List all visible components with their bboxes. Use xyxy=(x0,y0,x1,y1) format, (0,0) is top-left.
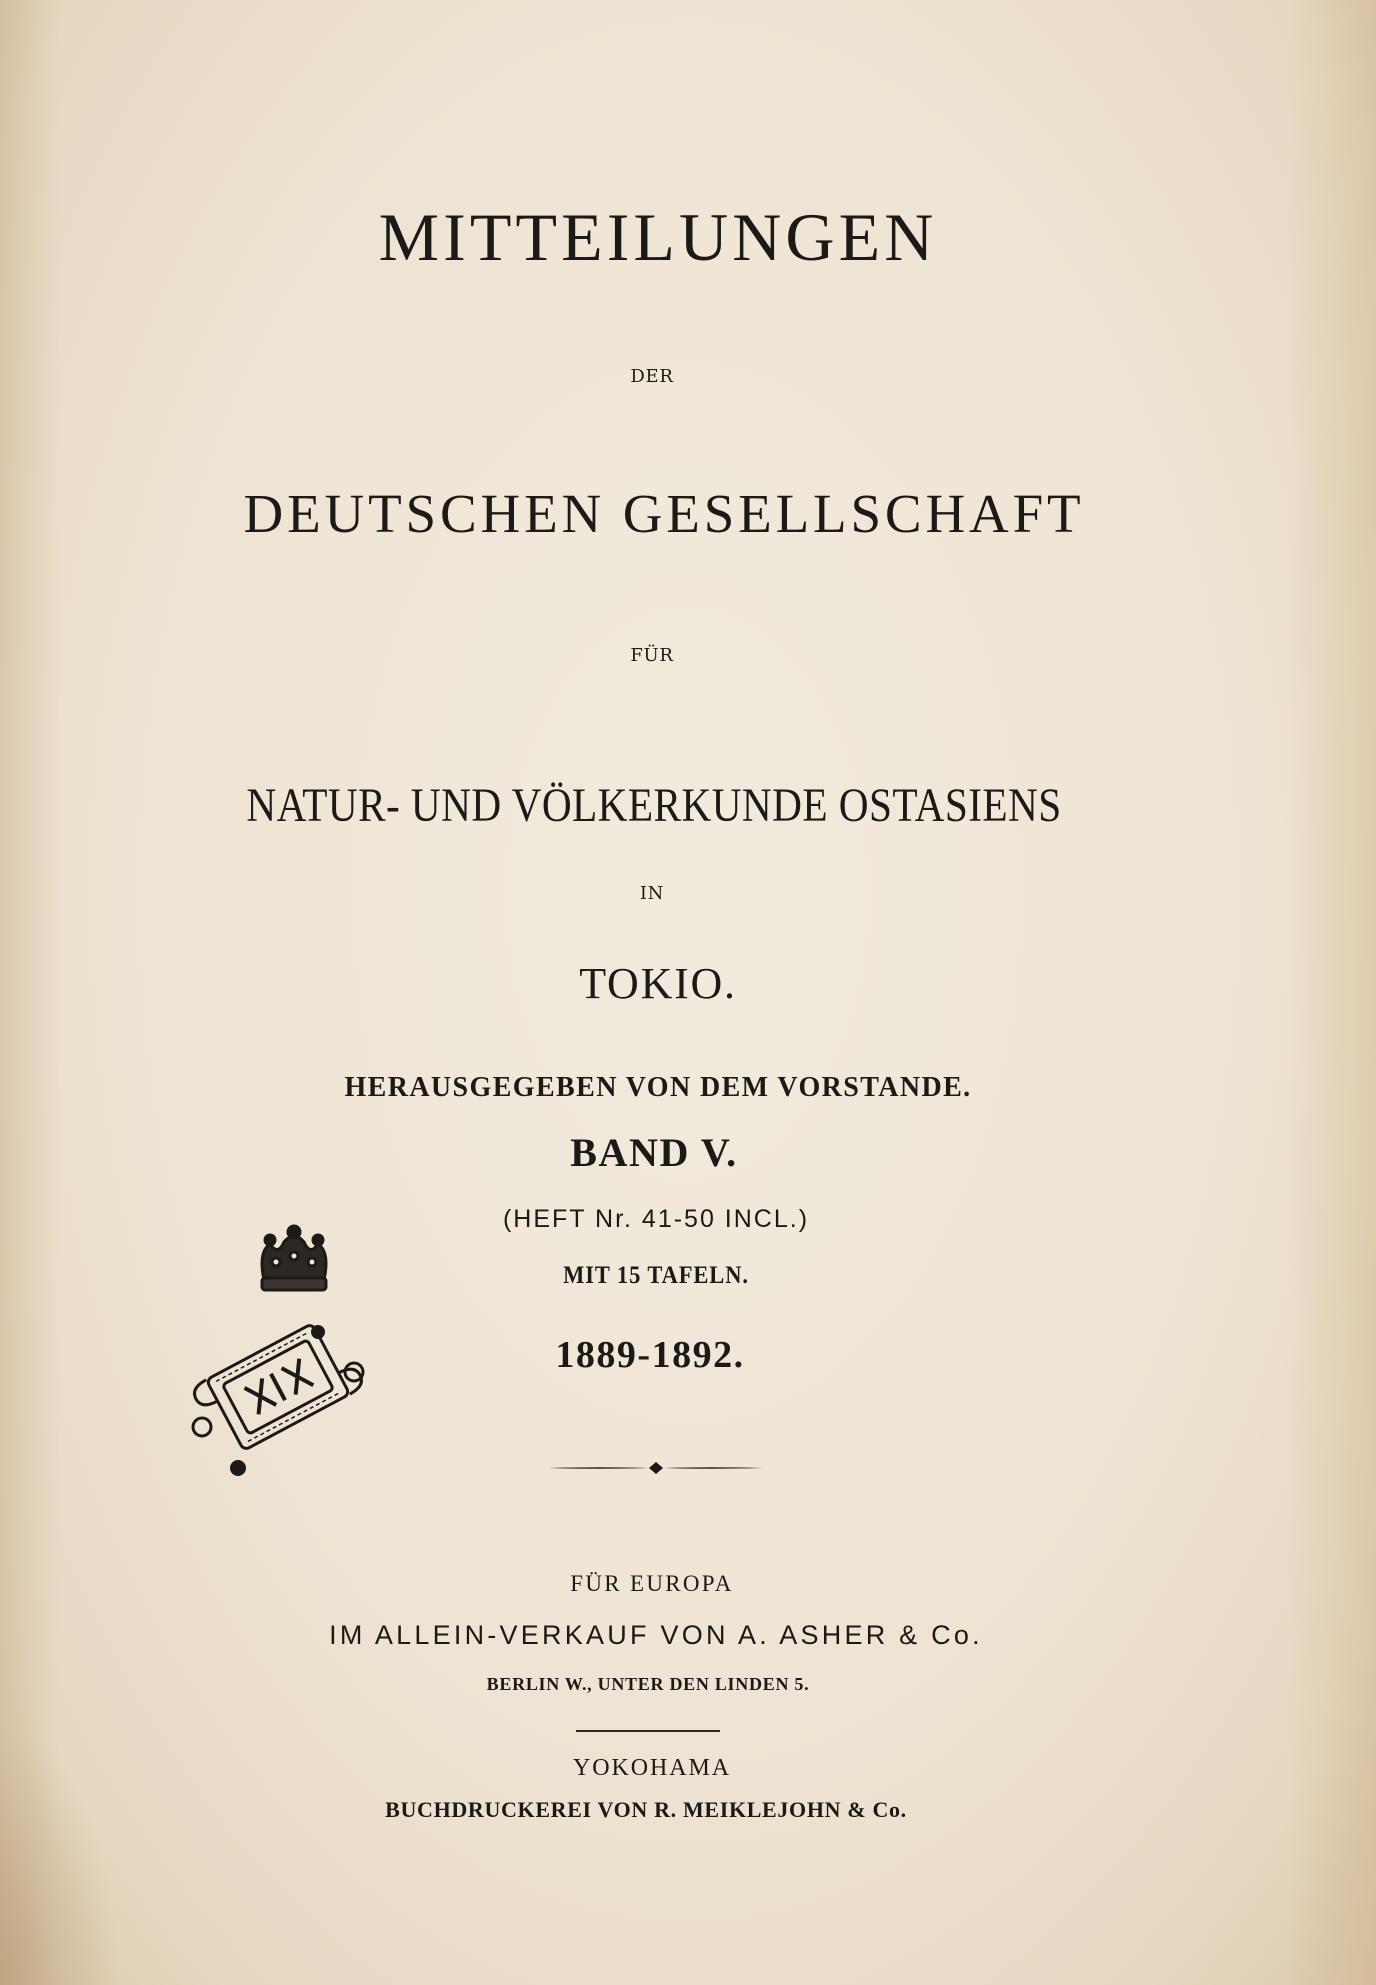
society-subject: NATUR- UND VÖLKERKUNDE OSTASIENS xyxy=(246,779,1062,832)
distributor-line: IM ALLEIN-VERKAUF VON A. ASHER & Co. xyxy=(329,1620,983,1650)
print-city: YOKOHAMA xyxy=(572,1755,732,1781)
issues-range: (HEFT Nr. 41-50 INCL.) xyxy=(502,1205,810,1233)
society-name: DEUTSCHEN GESELLSCHAFT xyxy=(243,483,1085,544)
distributor-address: BERLIN W., UNTER DEN LINDEN 5. xyxy=(486,1674,810,1694)
imprint-divider xyxy=(576,1730,720,1732)
city-name: TOKIO. xyxy=(579,959,737,1008)
crowned-library-stamp-icon xyxy=(178,1222,378,1482)
publication-years: 1889-1892. xyxy=(555,1334,745,1376)
connector-in: IN xyxy=(639,883,665,904)
journal-title: MITTEILUNGEN xyxy=(378,199,938,275)
printer-line: BUCHDRUCKEREI VON R. MEIKLEJOHN & Co. xyxy=(385,1797,907,1822)
connector-der: DER xyxy=(630,366,674,387)
editor-line: HERAUSGEGEBEN VON DEM VORSTANDE. xyxy=(344,1072,972,1103)
europe-label: FÜR EUROPA xyxy=(570,1571,734,1596)
plates-count: MIT 15 TAFELN. xyxy=(563,1262,749,1289)
connector-fuer: FÜR xyxy=(630,645,674,666)
ornamental-rule xyxy=(548,1460,764,1476)
volume-number: BAND V. xyxy=(570,1130,738,1175)
